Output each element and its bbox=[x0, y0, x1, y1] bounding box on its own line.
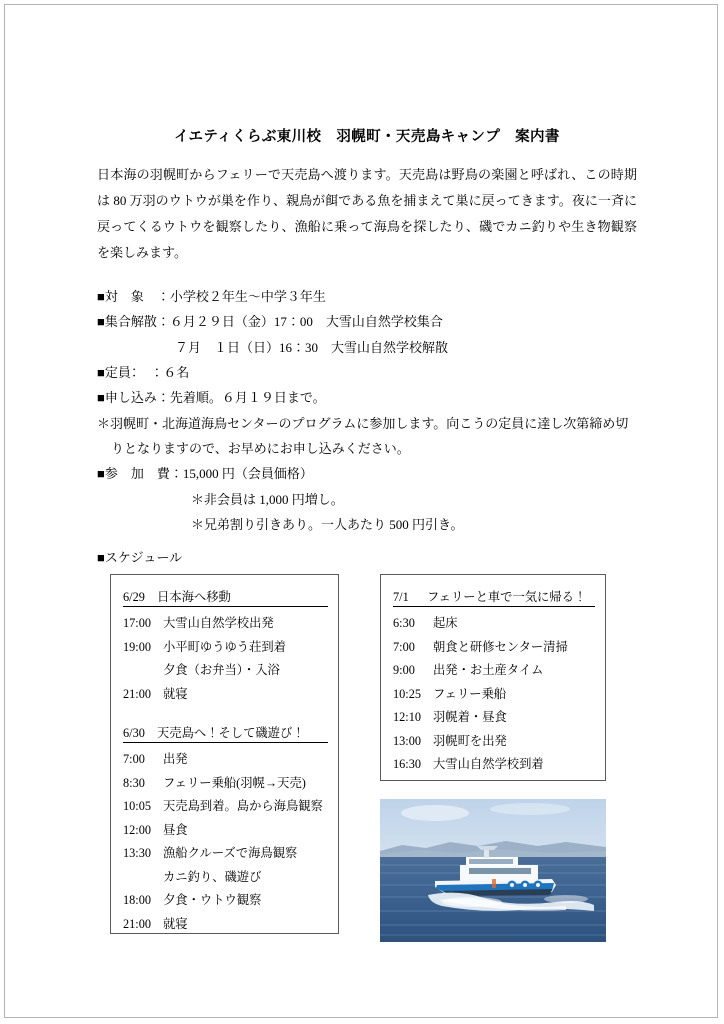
schedule-event-desc: フェリー乗船(羽幌→天売) bbox=[163, 775, 306, 790]
schedule-event-row bbox=[123, 843, 328, 861]
schedule-event-time: 12:10 bbox=[393, 710, 422, 725]
schedule-event-row bbox=[393, 754, 595, 772]
schedule-event-row bbox=[123, 773, 328, 791]
schedule-event-time: 21:00 bbox=[123, 916, 152, 931]
schedule-event-desc: 出発 bbox=[163, 752, 188, 767]
schedule-day-heading bbox=[393, 587, 595, 607]
schedule-event-time: 16:30 bbox=[393, 757, 422, 772]
schedule-event-row bbox=[123, 820, 328, 838]
schedule-day-gap bbox=[123, 707, 328, 723]
intro-paragraph: 日本海の羽幌町からフェリーで天売島へ渡ります。天売島は野鳥の楽園と呼ばれ、この時期は 80 万羽のウトウが巣を作り、親鳥が餌である魚を捕まえて巣に戻ってきます。夜に一斉に戻ってくるウトウを観察したり、漁船に乗って海鳥を探したり、磯でカニ釣りや生き物観察を楽しみます。 bbox=[97, 167, 637, 260]
schedule-event-time: 7:00 bbox=[393, 639, 415, 654]
schedule-day-date: 6/29 bbox=[123, 590, 145, 605]
schedule-boxes bbox=[97, 574, 637, 942]
schedule-event-time: 7:00 bbox=[123, 752, 145, 767]
schedule-event-desc: 夕食（お弁当）・入浴 bbox=[163, 663, 280, 678]
detail-line: ＊兄弟割り引きあり。一人あたり 500 円引き。 bbox=[191, 517, 464, 533]
schedule-event-desc: 漁船クルーズで海鳥観察 bbox=[163, 846, 298, 861]
schedule-event-time: 18:00 bbox=[123, 893, 152, 908]
schedule-event-time: 19:00 bbox=[123, 639, 152, 654]
schedule-day-heading bbox=[123, 587, 328, 607]
detail-line: ■定員： ：６名 bbox=[97, 365, 190, 381]
schedule-event-time: 12:00 bbox=[123, 822, 152, 837]
detail-line: ■申し込み：先着順。６月１９日まで。 bbox=[97, 390, 326, 406]
schedule-event-time: 21:00 bbox=[123, 686, 152, 701]
schedule-event-desc: カニ釣り、磯遊び bbox=[163, 869, 262, 884]
schedule-event-desc: 昼食 bbox=[163, 822, 188, 837]
schedule-event-desc: 就寝 bbox=[163, 916, 188, 931]
schedule-event-time: 10:25 bbox=[393, 686, 422, 701]
detail-line: ７月 １日（日）16：30 大雪山自然学校解散 bbox=[97, 339, 449, 355]
schedule-event-row bbox=[393, 707, 595, 725]
schedule-event-desc: 夕食・ウトウ観察 bbox=[163, 893, 262, 908]
schedule-event-desc: 出発・お土産タイム bbox=[433, 663, 544, 678]
schedule-event-time: 8:30 bbox=[123, 775, 145, 790]
schedule-event-row bbox=[123, 637, 328, 655]
schedule-event-row bbox=[123, 867, 328, 885]
schedule-day-heading bbox=[123, 723, 328, 743]
page-title: イエティくらぶ東川校 羽幌町・天売島キャンプ 案内書 bbox=[174, 129, 560, 145]
schedule-event-desc: 天売島到着。島から海鳥観察 bbox=[163, 799, 323, 814]
detail-line: ＊羽幌町・北海道海鳥センターのプログラムに参加します。向こうの定員に達し次第締め切 bbox=[97, 415, 629, 431]
camp-details-list bbox=[97, 284, 637, 537]
ferry-photo-illustration bbox=[380, 799, 606, 942]
schedule-day-date: 6/30 bbox=[123, 726, 145, 741]
schedule-day-title: フェリーと車で一気に帰る！ bbox=[427, 590, 587, 605]
schedule-event-time: 17:00 bbox=[123, 616, 152, 631]
schedule-event-desc: 起床 bbox=[433, 616, 458, 631]
schedule-event-desc: 大雪山自然学校到着 bbox=[433, 757, 544, 772]
detail-line: ■参 加 費：15,000 円（会員価格） bbox=[97, 466, 313, 482]
schedule-event-row bbox=[393, 613, 595, 631]
schedule-heading: ■スケジュール bbox=[97, 550, 183, 566]
schedule-event-time: 10:05 bbox=[123, 799, 152, 814]
schedule-event-row bbox=[123, 684, 328, 702]
schedule-event-desc: 朝食と研修センター清掃 bbox=[433, 639, 568, 654]
detail-line: ■対 象 ：小学校２年生〜中学３年生 bbox=[97, 289, 326, 304]
schedule-event-desc: 大雪山自然学校出発 bbox=[163, 616, 274, 631]
schedule-day-title: 日本海へ移動 bbox=[157, 590, 231, 605]
detail-line: りとなりますので、お早めにお申し込みください。 bbox=[111, 441, 410, 457]
schedule-event-time: 13:00 bbox=[393, 733, 422, 748]
schedule-event-desc: 羽幌着・昼食 bbox=[433, 710, 507, 725]
schedule-day-title: 天売島へ！そして磯遊び！ bbox=[157, 726, 305, 741]
schedule-event-desc: 羽幌町を出発 bbox=[433, 733, 507, 748]
detail-line: ■集合解散：６月２９日（金）17：00 大雪山自然学校集合 bbox=[97, 314, 443, 330]
schedule-event-time: 13:30 bbox=[123, 846, 152, 861]
document-content bbox=[97, 125, 637, 942]
schedule-event-row bbox=[123, 613, 328, 631]
schedule-event-row bbox=[123, 890, 328, 908]
schedule-box-day3 bbox=[380, 574, 606, 781]
schedule-event-row bbox=[123, 914, 328, 932]
schedule-event-row bbox=[393, 660, 595, 678]
schedule-event-row bbox=[123, 796, 328, 814]
schedule-event-row bbox=[393, 731, 595, 749]
schedule-event-row bbox=[393, 684, 595, 702]
schedule-event-row bbox=[123, 749, 328, 767]
schedule-event-row bbox=[393, 637, 595, 655]
schedule-event-row bbox=[123, 660, 328, 678]
schedule-event-desc: フェリー乗船 bbox=[433, 686, 507, 701]
schedule-box-day1-day2 bbox=[110, 574, 339, 934]
schedule-event-desc: 就寝 bbox=[163, 686, 188, 701]
schedule-event-desc: 小平町ゆうゆう荘到着 bbox=[163, 639, 286, 654]
schedule-event-time: 6:30 bbox=[393, 616, 415, 631]
page-canvas bbox=[4, 4, 718, 1018]
ferry-photo bbox=[380, 799, 606, 942]
detail-line: ＊非会員は 1,000 円増し。 bbox=[191, 491, 344, 507]
schedule-day-date: 7/1 bbox=[393, 590, 409, 605]
schedule-event-time: 9:00 bbox=[393, 663, 415, 678]
